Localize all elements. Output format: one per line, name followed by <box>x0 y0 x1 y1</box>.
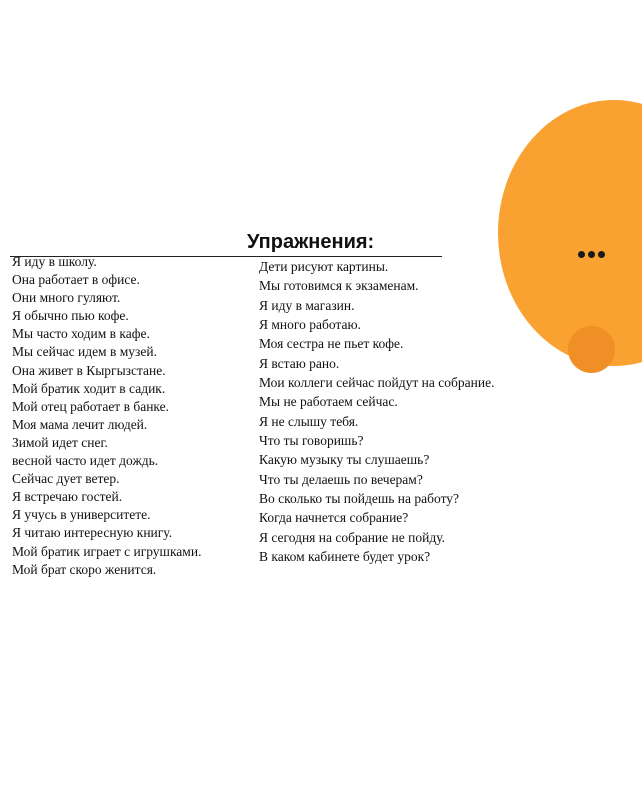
sentence-item: Я читаю интересную книгу. <box>12 525 173 541</box>
sentence-item: Моя сестра не пьет кофе. <box>259 336 404 352</box>
sentence-item: Я встречаю гостей. <box>12 489 123 505</box>
sentence-item: весной часто идет дождь. <box>12 453 159 469</box>
left-sentence-list <box>12 253 201 579</box>
page-title: Упражнения: <box>247 231 375 253</box>
sentence-item: Мы сейчас идем в музей. <box>12 344 157 360</box>
sentence-item: Мой братик ходит в садик. <box>12 380 166 396</box>
sentence-item: В каком кабинете будет урок? <box>259 549 431 565</box>
sentence-item: Мы не работаем сейчас. <box>259 394 398 410</box>
dot <box>578 251 585 258</box>
orange-circle-decoration <box>498 100 642 366</box>
sentence-item: Что ты делаешь по вечерам? <box>259 471 423 487</box>
sentence-item: Я много работаю. <box>259 317 361 333</box>
sentence-item: Я учусь в университете. <box>12 507 151 523</box>
sentence-item: Я не слышу тебя. <box>259 413 359 429</box>
sentence-item: Мой братик играет с игрушками. <box>12 543 202 559</box>
dot <box>598 251 605 258</box>
sentence-item: Я встаю рано. <box>259 355 340 371</box>
sentence-item: Мой брат скоро женится. <box>12 561 157 577</box>
sentence-item: Что ты говоришь? <box>259 433 364 449</box>
sentence-item: Мы готовимся к экзаменам. <box>259 278 419 294</box>
small-orange-circle-decoration <box>568 326 615 373</box>
sentence-item: Мои коллеги сейчас пойдут на собрание. <box>259 375 495 391</box>
sentence-item: Какую музыку ты слушаешь? <box>259 452 430 468</box>
sentence-item: Она работает в офисе. <box>12 272 140 288</box>
sentence-item: Я сегодня на собрание не пойду. <box>259 529 445 545</box>
sentence-item: Они много гуляют. <box>12 290 121 306</box>
sentence-item: Мой отец работает в банке. <box>12 398 170 414</box>
dot <box>588 251 595 258</box>
sentence-item: Мы часто ходим в кафе. <box>12 326 150 342</box>
sentence-item: Когда начнется собрание? <box>259 510 409 526</box>
sentence-item: Я обычно пью кофе. <box>12 308 129 324</box>
sentence-item: Зимой идет снег. <box>12 434 108 450</box>
sentence-item: Моя мама лечит людей. <box>12 416 148 432</box>
sentence-item: Дети рисуют картины. <box>259 259 389 274</box>
sentence-item: Во сколько ты пойдешь на работу? <box>259 491 460 507</box>
right-sentence-list <box>259 257 494 567</box>
sentence-item: Я иду в школу. <box>12 254 97 269</box>
sentence-item: Сейчас дует ветер. <box>12 471 120 487</box>
sentence-item: Я иду в магазин. <box>259 297 355 313</box>
sentence-item: Она живет в Кыргызстане. <box>12 362 166 378</box>
more-dots-icon <box>578 251 605 258</box>
